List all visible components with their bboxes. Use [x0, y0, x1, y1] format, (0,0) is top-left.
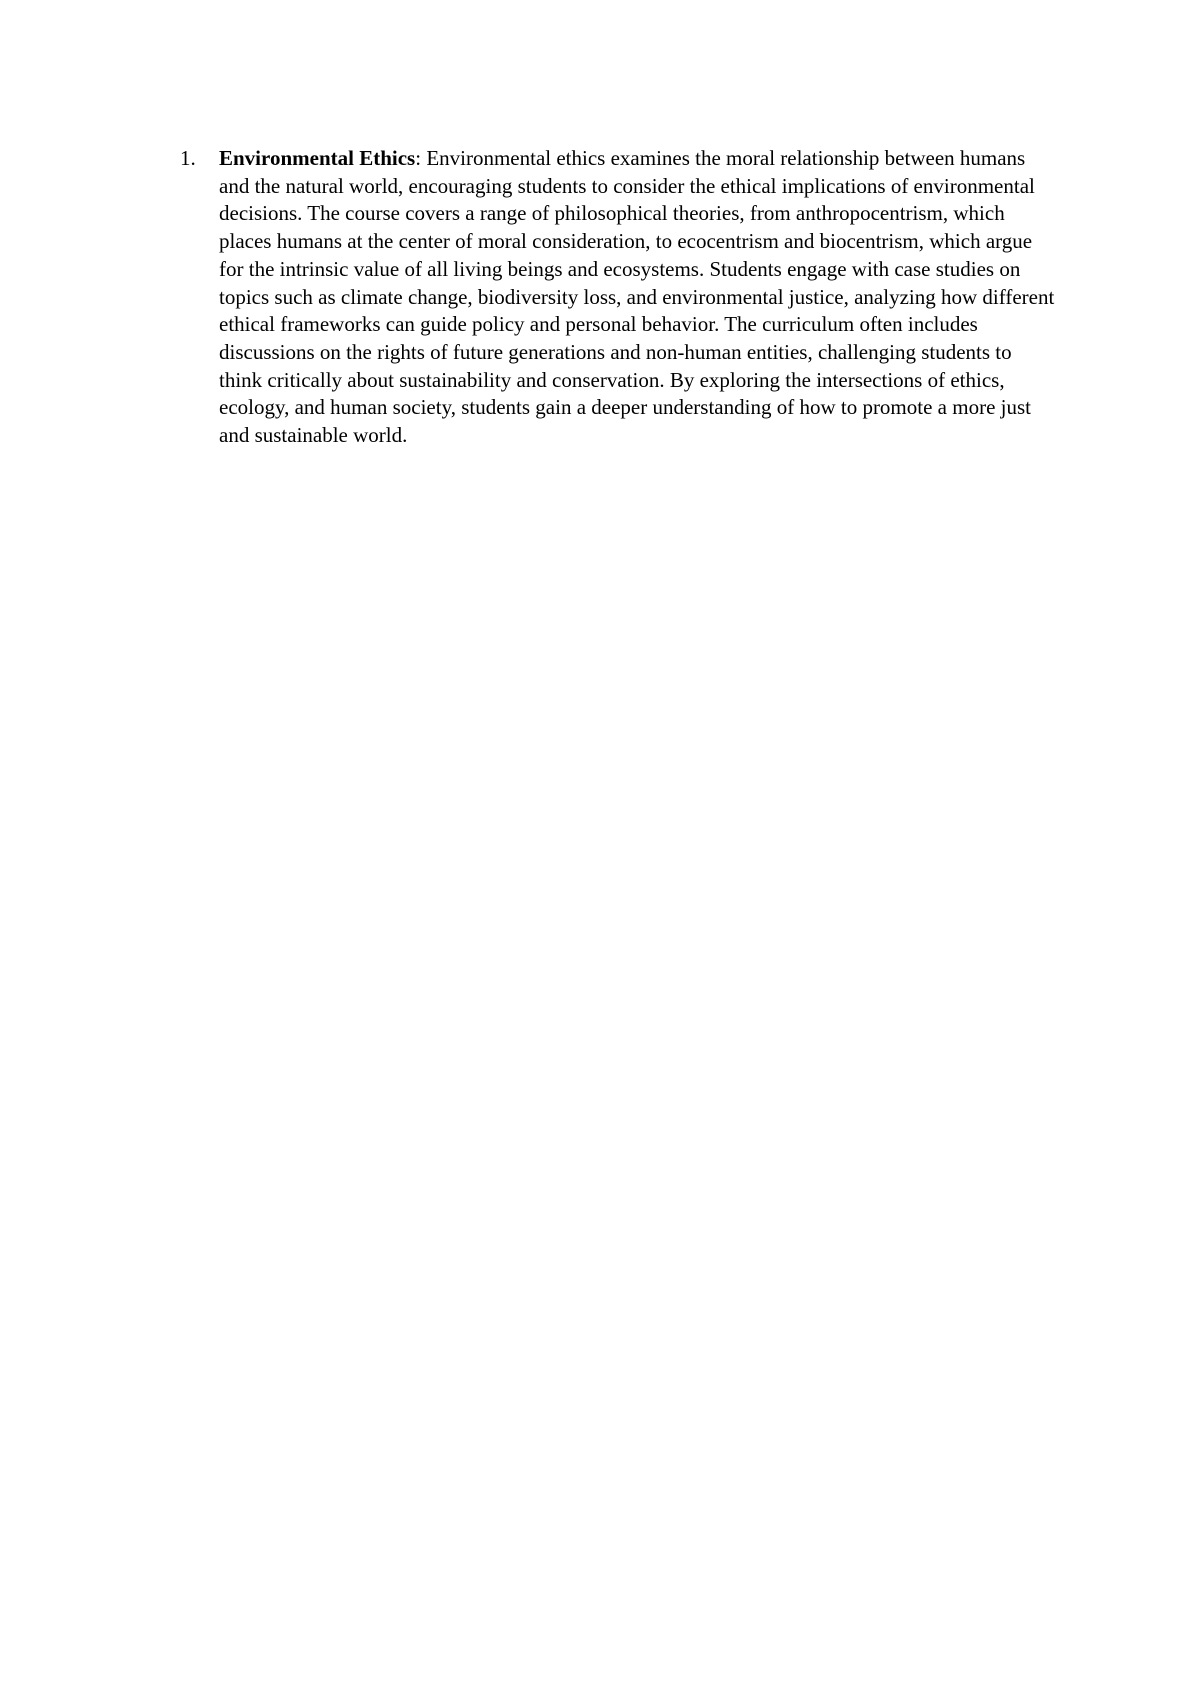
- list-item-term: Environmental Ethics: [219, 146, 416, 170]
- list-item-separator: :: [415, 146, 422, 170]
- list-item: [180, 145, 1060, 450]
- list-item-number: 1.: [180, 146, 196, 170]
- list-item-body: [219, 145, 1060, 450]
- list-item-text: Environmental ethics examines the moral relationship between humans and the natural world, encouraging students to consider the ethical implications of environmental decisions. The course covers a range of philosophical theories, from anthropocentrism, which places humans at the center of moral consideration, to ecocentrism and biocentrism, which argue for the intrinsic value of all living beings and ecosystems. Students engage with case studies on topics such as climate change, biodiversity loss, and environmental justice, analyzing how different ethical frameworks can guide policy and personal behavior. The curriculum often includes discussions on the rights of future generations and non-human entities, challenging students to think critically about sustainability and conservation. By exploring the intersections of ethics, ecology, and human society, students gain a deeper understanding of how to promote a more just and sustainable world.: [219, 146, 1055, 448]
